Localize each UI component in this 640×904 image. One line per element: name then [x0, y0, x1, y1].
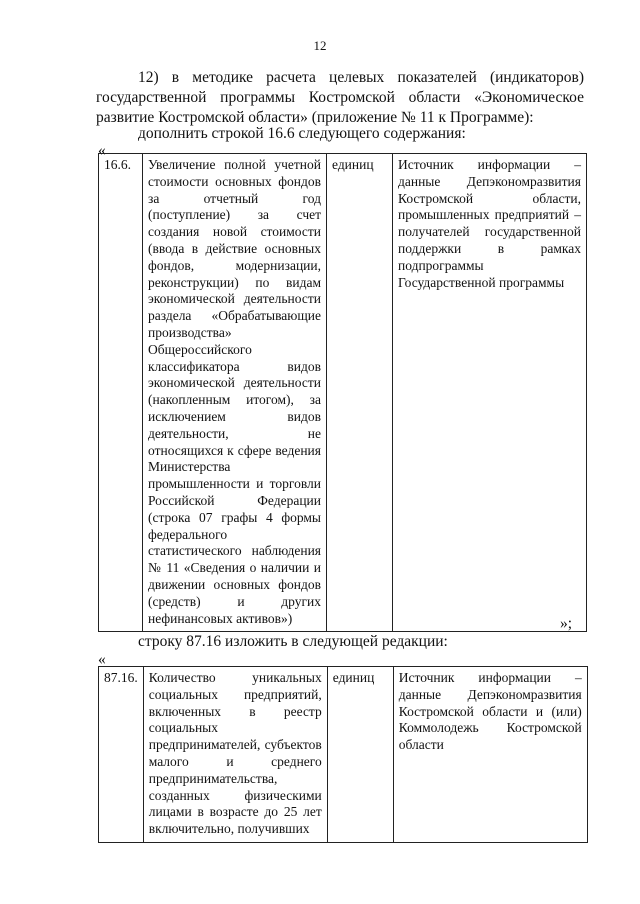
instruction-add-row: дополнить строкой 16.6 следующего содержания: [138, 125, 466, 142]
indicator-table-16-6 [98, 153, 587, 632]
page-number: 12 [313, 38, 327, 53]
instruction-replace-row: строку 87.16 изложить в следующей редакции: [138, 633, 448, 650]
row-number: 16.6. [99, 154, 143, 632]
row-number: 87.16. [99, 667, 144, 843]
table-row [99, 667, 588, 843]
indicator-table-87-16 [98, 666, 588, 843]
indicator-description: Увеличение полной учетной стоимости основных фондов за отчетный год (поступление) за счет создания новой стоимости (ввода в действие основных фондов, модернизации, реконструкции) по видам экономической деятельности раздела «Обрабатывающие производства» Общероссийского классификатора видов экономической деятельности (накопленным итогом), за исключением видов деятельности, не относящихся к сфере ведения Министерства промышленности и торговли Российской Федерации (строка 07 графы 4 формы федерального статистического наблюдения № 11 «Сведения о наличии и движении основных фондов (средств) и других нефинансовых активов») [143, 154, 327, 632]
indicator-description: Количество уникальных социальных предприятий, включенных в реестр социальных предпринимателей, субъектов малого и среднего предпринимательства, созданных физическими лицами в возрасте до 25 лет включительно, получивших [143, 667, 327, 843]
intro-paragraph [96, 68, 584, 128]
opening-quote-2: « [98, 651, 106, 668]
table-row [99, 154, 587, 632]
closing-quote: »; [560, 615, 573, 632]
opening-quote: « [98, 142, 106, 159]
information-source: Источник информации – данные Депэкономразвития Костромской области и (или) Коммолодежь Костромской области [393, 667, 587, 843]
intro-paragraph-text: 12) в методике расчета целевых показателей (индикаторов) государственной программы Костромской области «Экономическое развитие Костромской области» (приложение № 11 к Программе): [96, 69, 584, 126]
unit-of-measure: единиц [327, 154, 393, 632]
unit-of-measure: единиц [327, 667, 393, 843]
information-source: Источник информации – данные Депэкономразвития Костромской области, промышленных предприятий – получателей государственной поддержки в рамках подпрограммы Государственной программы [393, 154, 587, 632]
